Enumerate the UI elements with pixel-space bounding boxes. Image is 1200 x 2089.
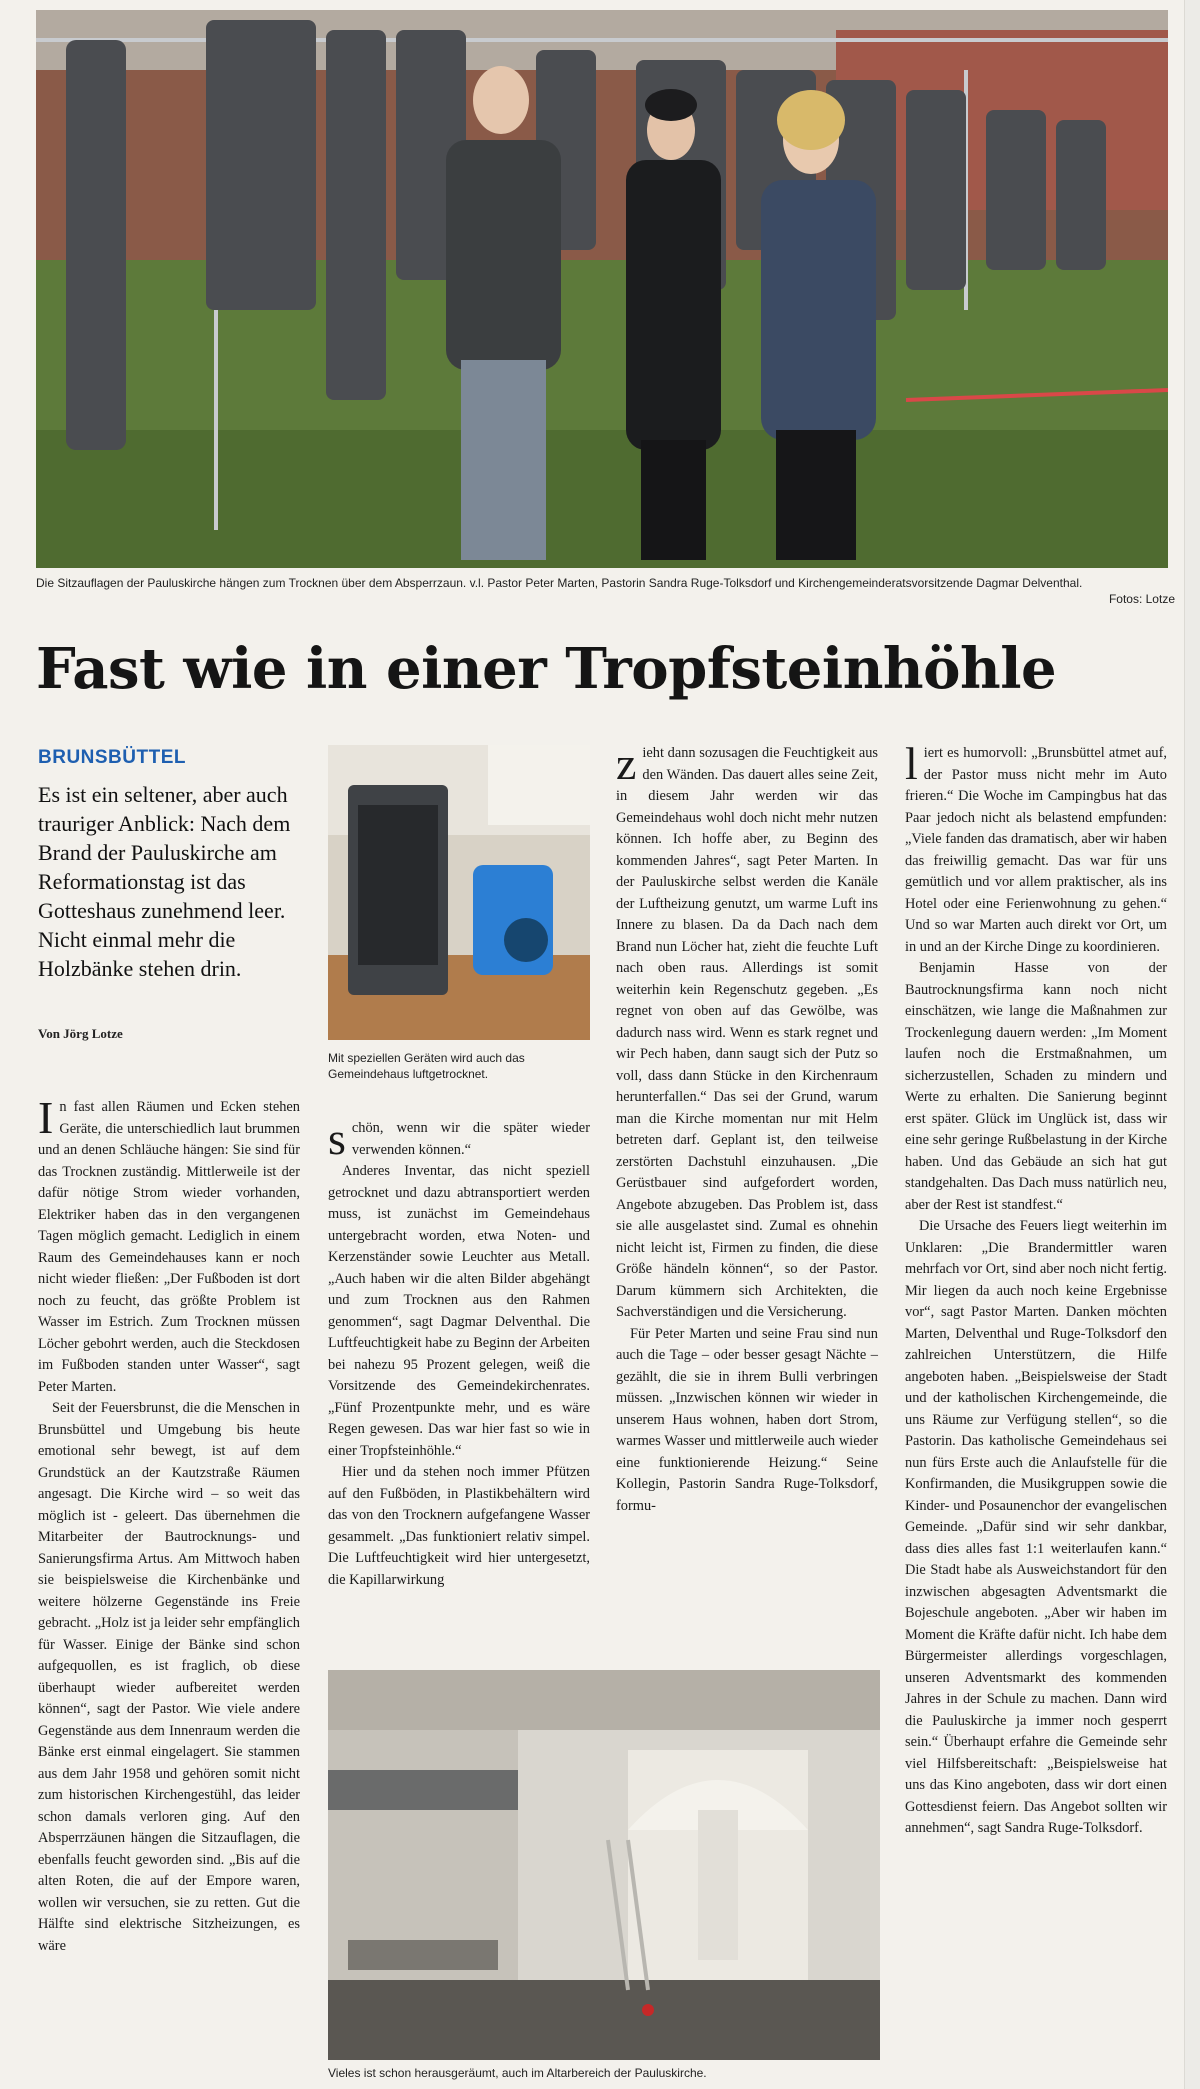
article-lead: Es ist ein seltener, aber auch trauriger Anblick: Nach dem Brand der Pauluskirche am Reformationstag ist das Gotteshaus zunehmend leer. Nicht einmal mehr die Holzbänke stehen drin. (38, 782, 291, 981)
dateline: BRUNSBÜTTEL (38, 747, 186, 768)
top-photo (36, 10, 1168, 568)
paragraph: Die Ursache des Feuers liegt weiterhin im Unklaren: „Die Brandermittler waren mehrfach vor Ort, sind aber noch nicht fertig. Mir liegen da auch noch keine Ergebnisse vor“, sagt Pastor Marten. Danken möchten Marten, Delventhal und Ruge-Tolksdorf den zahlreichen Unterstützern, die Hilfe angeboten haben. „Beispielsweise der Stadt und der katholischen Kirchengemeinde, die uns Räume zur Verfügung stellen“, so die Pastorin. Das katholische Gemeindehaus sei nun fürs Erste auch die Anlaufstelle für die Konfirmanden, die Musikgruppen sowie die Kinder- und Posaunenchor der evangelischen Gemeinde. „Dafür sind wir sehr dankbar, dass dies alles fast 1:1 weiterlaufen kann.“ Die Stadt habe als Ausweichstandort für den inzwischen abgesagten Adventsmarkt die Bojeschule angeboten. „Aber wir haben im Moment die Kräfte dafür nicht. Ich habe dem Bürgermeister allerdings vorgeschlagen, unseren Adventsmarkt des kommenden Jahres in der Schule zu machen. Dann wird die Pauluskirche ja immer noch gesperrt sein.“ Überhaupt erfahre die Gemeinde sehr viel Hilfsbereitschaft: „Beispielsweise hat uns das Kino angeboten, dass wir dort einen Gottesdienst feiern. Das Angebot sollten wir annehmen“, sagt Sandra Ruge-Tolksdorf. (905, 1218, 1167, 1836)
drying-devices-caption: Mit speziellen Geräten wird auch das Gemeindehaus luftgetrocknet. (328, 1051, 525, 1081)
paragraph: Für Peter Marten und seine Frau sind nun auch die Tage – oder besser gesagt Nächte – gezählt, die sie in ihrem Bulli verbringen müssen. „Inzwischen können wir wieder in unserem Haus wohnen, haben dort Strom, warmes Wasser und mittlerweile auch wieder eine funktionierende Heizung.“ Seine Kollegin, Pastorin Sandra Ruge-Tolksdorf, formu- (616, 1325, 878, 1514)
church-interior-caption: Vieles ist schon herausgeräumt, auch im Altarbereich der Pauluskirche. (328, 2066, 707, 2080)
paragraph: Anderes Inventar, das nicht speziell getrocknet und dazu abtransportiert werden muss, ist zunächst im Gemeindehaus untergebracht worden, etwa Noten- und Kerzenständer sowie Leuchter aus Metall. „Auch haben wir die alten Bilder abgehängt und zum Trocknen aus den Rahmen genommen“, sagt Dagmar Delventhal. Die Luftfeuchtigkeit habe zu Beginn der Arbeiten bei nahezu 95 Prozent gelegen, weiß die Vorsitzende des Gemeindekirchenrates. „Fünf Prozentpunkte mehr, und es wäre Regen gewesen. Das war hier fast so wie in einer Tropfsteinhöhle.“ (328, 1163, 590, 1459)
column-3 (616, 738, 878, 1517)
column-2 (328, 1113, 590, 1591)
byline: Von Jörg Lotze (38, 1026, 123, 1041)
paragraph: schön, wenn wir die später wieder verwenden können.“ (328, 1113, 590, 1164)
paragraph: Hier und da stehen noch immer Pfützen auf den Fußböden, in Plastikbehältern wird das von den Trocknern aufgefangene Wasser gesammelt. „Das funktioniert relativ simpel. Die Luftfeuchtigkeit wird hier untergesetzt, die Kapillarwirkung (328, 1464, 590, 1588)
paragraph: Seit der Feuersbrunst, die die Menschen in Brunsbüttel und Umgebung bis heute emotional sehr bewegt, ist auf dem Grundstück an der Kautzstraße Räumen angesagt. Die Kirche wird – so weit das möglich ist - geleert. Das übernehmen die Mitarbeiter der Bautrocknungs- und Sanierungsfirma Artus. Am Mittwoch haben sie beispielsweise die Kirchenbänke und weitere hölzerne Gegenstände ins Freie gebracht. „Holz ist ja leider sehr empfänglich für Wasser. Einige der Bänke sind schon aufgequollen, es ist fraglich, ob diese überhaupt wieder aufbereitet werden können“, sagt der Pastor. Wie viele andere Gegenstände aus dem Innenraum werden die Bänke erst einmal eingelagert. Sie stammen aus dem Jahr 1958 und gehören somit nicht zum historischen Kirchengestühl, das leider schon damals verloren ging. Auf den Absperrzäunen hängen die Sitzauflagen, die ebenfalls feucht geworden sind. „Bis auf die alten Roten, die auf der Empore waren, wollen wir versuchen, sie zu retten. Gut die Hälfte sind elektrische Sitzheizungen, es wäre (38, 1400, 300, 1954)
top-photo-caption: Die Sitzauflagen der Pauluskirche hängen zum Trocknen über dem Absperrzaun. v.l. Pastor Peter Marten, Pastorin Sandra Ruge-Tolksdorf und Kirchengemeinderatsvorsitzende Dagmar Delventhal. (36, 576, 1083, 590)
paragraph: zieht dann sozusagen die Feuchtigkeit aus den Wänden. Das dauert alles seine Zeit, in diesem Jahr werden wir das Gemeindehaus wohl doch nicht mehr nutzen können. Ich hoffe aber, zu Beginn des kommenden Jahres“, sagt Peter Marten. In der Pauluskirche selbst werden die Kanäle der Luftheizung genutzt, um warme Luft ins Innere zu blasen. Da da Dach nach dem Brand nun Löcher hat, zieht die feuchte Luft nach oben raus. Allerdings ist somit weiterhin kein Regenschutz gegeben. „Es regnet von oben auf das Gewölbe, was dadurch nass wird. Wenn es stark regnet und wir Pech haben, dann saugt sich der Putz so voll, dass dann Stücke in den Kirchenraum herunterfallen.“ Das sei der Grund, warum man die Kirche momentan nur mit Helm betreten darf. Geplant ist, den teilweise zerstörten Dachstuhl einzuhausen. „Die Gerüstbauer sind aufgefordert worden, Angebote abzugeben. Das Problem ist, dass sie alle ausgelastet sind. Zumal es ohnehin nicht leicht ist, Firmen zu finden, die diese Größe händeln können“, so der Pastor. Darum kümmern sich Architekten, die Sachverständigen und die Versicherung. (616, 738, 878, 1320)
paragraph: Benjamin Hasse von der Bautrocknungsfirma kann noch nicht einschätzen, wie lange die Maßnahmen zur Trockenlegung dauern werden: „Im Moment laufen noch die Erstmaßnahmen, um sicherzustellen, Schaden zu mindern und Werte zu erhalten. Die Sanierung beginnt erst später. Glück im Unglück ist, dass wir eine sehr geringe Rußbelastung in der Kirche haben. Und das Gebäude an sich hat gut standgehalten. Das Dach muss natürlich neu, aber der Rest ist standfest.“ (905, 960, 1167, 1213)
page-edge (1184, 0, 1200, 2089)
drying-devices-photo (328, 745, 590, 1040)
church-interior-photo (328, 1670, 880, 2060)
paragraph: liert es humorvoll: „Brunsbüttel atmet auf, der Pastor muss nicht mehr im Auto frieren.“ Die Woche im Campingbus hat das Paar jedoch nicht als belastend empfunden: „Viele fanden das dramatisch, aber wir haben das freiwillig gemacht. Das war für uns gemütlich und vor allem praktischer, als ins Hotel oder eine Ferienwohnung zu gehen.“ Und so war Marten auch direkt vor Ort, um in und an der Kirche Dinge zu koordinieren. (905, 738, 1167, 955)
column-4 (905, 738, 1167, 1840)
article-headline: Fast wie in einer Tropfsteinhöhle (36, 636, 1057, 702)
paragraph: In fast allen Räumen und Ecken stehen Geräte, die unterschiedlich laut brummen und an denen Schläuche hängen: Sie sind für das Trocknen zuständig. Mittlerweile ist der dafür nötige Strom wieder vorhanden, Elektriker haben das in den vergangenen Tagen möglich gemacht. Lediglich in einem Raum des Gemeindehauses kann er noch nicht wieder fließen: „Der Fußboden ist dort noch zu feucht, das größte Problem ist Wasser im Estrich. Zum Trocknen müssen Löcher gebohrt werden, auch die Steckdosen im Fußboden standen unter Wasser“, sagt Peter Marten. (38, 1092, 300, 1395)
photo-credit: Fotos: Lotze (1108, 592, 1175, 606)
column-1 (38, 1092, 300, 1957)
